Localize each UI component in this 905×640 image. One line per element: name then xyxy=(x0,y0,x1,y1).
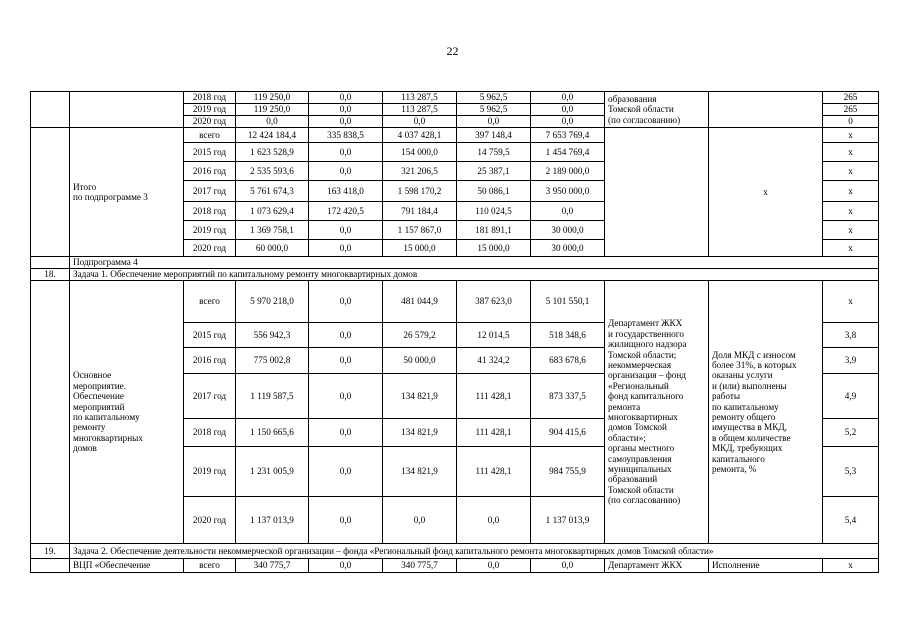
num-cell xyxy=(31,128,70,257)
indicator-value-cell: х xyxy=(823,221,879,240)
amount-cell: 0,0 xyxy=(309,281,383,323)
amount-cell: 26 579,2 xyxy=(383,323,457,348)
year-cell: 2020 год xyxy=(184,497,236,544)
year-cell: всего xyxy=(184,128,236,143)
year-cell: всего xyxy=(184,559,236,573)
indicator-value-cell: х xyxy=(823,128,879,143)
task-row xyxy=(31,544,879,559)
indicator-value-cell: 5,2 xyxy=(823,419,879,447)
table-row xyxy=(31,92,879,104)
indicator-name-cell xyxy=(709,92,823,128)
amount-cell: 791 184,4 xyxy=(383,202,457,221)
department-text: Департамент ЖКХ и государственного жилищного надзора Томской области; некоммерческая организация – фонд «Региональный фонд капитального ремонта многоквартирных домов Томской области»; органы местного самоуправления муниципальных образований Томской области (по согласованию) xyxy=(608,318,687,506)
amount-cell: 5 962,5 xyxy=(457,104,531,116)
year-cell: 2019 год xyxy=(184,104,236,116)
num-cell xyxy=(31,559,70,573)
task-number: 18. xyxy=(31,269,70,281)
amount-cell: 111 428,1 xyxy=(457,447,531,497)
amount-cell: 0,0 xyxy=(309,374,383,419)
amount-cell: 0,0 xyxy=(309,104,383,116)
amount-cell: 0,0 xyxy=(309,92,383,104)
indicator-value-cell: х xyxy=(823,162,879,181)
amount-cell: 1 137 013,9 xyxy=(236,497,309,544)
amount-cell: 110 024,5 xyxy=(457,202,531,221)
amount-cell: 5 101 550,1 xyxy=(531,281,605,323)
amount-cell: 119 250,0 xyxy=(236,104,309,116)
amount-cell: 0,0 xyxy=(309,447,383,497)
amount-cell: 163 418,0 xyxy=(309,181,383,202)
event-name-cell xyxy=(70,281,184,544)
year-cell: 2018 год xyxy=(184,419,236,447)
department-text: образования Томской области (по согласованию) xyxy=(608,93,681,125)
amount-cell: 30 000,0 xyxy=(531,221,605,240)
num-cell xyxy=(31,281,70,544)
indicator-value-cell: х xyxy=(823,202,879,221)
amount-cell: 1 454 769,4 xyxy=(531,143,605,162)
amount-cell: 0,0 xyxy=(309,348,383,374)
indicator-value-cell: х xyxy=(823,281,879,323)
indicator-value-cell: 3,9 xyxy=(823,348,879,374)
budget-table xyxy=(30,91,879,573)
amount-cell: 1 150 665,6 xyxy=(236,419,309,447)
amount-cell: 1 073 629,4 xyxy=(236,202,309,221)
amount-cell: 2 535 593,6 xyxy=(236,162,309,181)
amount-cell: 0,0 xyxy=(531,559,605,573)
amount-cell: 1 119 587,5 xyxy=(236,374,309,419)
amount-cell: 1 369 758,1 xyxy=(236,221,309,240)
indicator-name-cell xyxy=(709,281,823,544)
table-row xyxy=(31,128,879,143)
subprogram-row xyxy=(31,257,879,269)
amount-cell: 134 821,9 xyxy=(383,419,457,447)
amount-cell: 113 287,5 xyxy=(383,104,457,116)
indicator-text: Доля МКД с износом более 31%, в которых оказаны услуги и (или) выполнены работы по капитальному ремонту общего имущества в МКД, в общем количестве МКД, требующих капитального ремонта, % xyxy=(712,349,797,475)
amount-cell: 25 387,1 xyxy=(457,162,531,181)
amount-cell: 0,0 xyxy=(309,559,383,573)
amount-cell: 556 942,3 xyxy=(236,323,309,348)
amount-cell: 0,0 xyxy=(457,559,531,573)
amount-cell: 518 348,6 xyxy=(531,323,605,348)
indicator-text: х xyxy=(763,186,768,197)
amount-cell: 0,0 xyxy=(309,497,383,544)
amount-cell: 984 755,9 xyxy=(531,447,605,497)
amount-cell: 14 759,5 xyxy=(457,143,531,162)
amount-cell: 111 428,1 xyxy=(457,374,531,419)
amount-cell: 12 424 184,4 xyxy=(236,128,309,143)
amount-cell: 15 000,0 xyxy=(383,240,457,257)
num-cell xyxy=(31,92,70,128)
table-row xyxy=(31,559,879,573)
department-cell: Департамент ЖКХ xyxy=(605,559,709,573)
task-number: 19. xyxy=(31,544,70,559)
subprogram-title: Подпрограмма 4 xyxy=(70,257,879,269)
amount-cell: 172 420,5 xyxy=(309,202,383,221)
amount-cell: 30 000,0 xyxy=(531,240,605,257)
year-cell: 2017 год xyxy=(184,181,236,202)
department-cell xyxy=(605,92,709,128)
table-row xyxy=(31,281,879,323)
task-title: Задача 2. Обеспечение деятельности некоммерческой организации – фонда «Региональный фонд капитального ремонта многоквартирных домов Томской области» xyxy=(70,544,879,559)
year-cell: 2019 год xyxy=(184,221,236,240)
amount-cell: 154 000,0 xyxy=(383,143,457,162)
amount-cell: 0,0 xyxy=(309,162,383,181)
amount-cell: 0,0 xyxy=(309,419,383,447)
amount-cell: 111 428,1 xyxy=(457,419,531,447)
amount-cell: 873 337,5 xyxy=(531,374,605,419)
amount-cell: 134 821,9 xyxy=(383,374,457,419)
amount-cell: 1 598 170,2 xyxy=(383,181,457,202)
amount-cell: 181 891,1 xyxy=(457,221,531,240)
indicator-value-cell: х xyxy=(823,143,879,162)
amount-cell: 7 653 769,4 xyxy=(531,128,605,143)
year-cell: 2020 год xyxy=(184,116,236,128)
indicator-value-cell: х xyxy=(823,181,879,202)
amount-cell: 1 137 013,9 xyxy=(531,497,605,544)
amount-cell: 0,0 xyxy=(309,323,383,348)
amount-cell: 134 821,9 xyxy=(383,447,457,497)
amount-cell: 1 623 528,9 xyxy=(236,143,309,162)
indicator-name-cell xyxy=(709,128,823,257)
amount-cell: 0,0 xyxy=(383,116,457,128)
page-number: 22 xyxy=(446,44,459,58)
amount-cell: 50 000,0 xyxy=(383,348,457,374)
itogo-label: Итого по подпрограмме 3 xyxy=(73,181,148,202)
amount-cell: 0,0 xyxy=(457,497,531,544)
year-cell: 2018 год xyxy=(184,202,236,221)
year-cell: 2019 год xyxy=(184,447,236,497)
amount-cell: 904 415,6 xyxy=(531,419,605,447)
amount-cell: 397 148,4 xyxy=(457,128,531,143)
task-title: Задача 1. Обеспечение мероприятий по капитальному ремонту многоквартирных домов xyxy=(70,269,879,281)
amount-cell: 113 287,5 xyxy=(383,92,457,104)
indicator-value-cell: х xyxy=(823,559,879,573)
amount-cell: 0,0 xyxy=(309,240,383,257)
indicator-value-cell: 0 xyxy=(823,116,879,128)
year-cell: 2015 год xyxy=(184,323,236,348)
program-name-cell: ВЦП «Обеспечение xyxy=(70,559,184,573)
amount-cell: 60 000,0 xyxy=(236,240,309,257)
department-cell xyxy=(605,128,709,257)
itogo-label-cell xyxy=(70,128,184,257)
amount-cell: 321 206,5 xyxy=(383,162,457,181)
amount-cell: 1 157 867,0 xyxy=(383,221,457,240)
amount-cell: 1 231 005,9 xyxy=(236,447,309,497)
amount-cell: 12 014,5 xyxy=(457,323,531,348)
amount-cell: 50 086,1 xyxy=(457,181,531,202)
amount-cell: 0,0 xyxy=(383,497,457,544)
year-cell: 2017 год xyxy=(184,374,236,419)
amount-cell: 340 775,7 xyxy=(236,559,309,573)
year-cell: 2015 год xyxy=(184,143,236,162)
amount-cell: 340 775,7 xyxy=(383,559,457,573)
amount-cell: 5 970 218,0 xyxy=(236,281,309,323)
year-cell: 2020 год xyxy=(184,240,236,257)
amount-cell: 41 324,2 xyxy=(457,348,531,374)
amount-cell: 0,0 xyxy=(309,143,383,162)
indicator-value-cell: 265 xyxy=(823,104,879,116)
amount-cell: 0,0 xyxy=(309,116,383,128)
name-cell xyxy=(70,92,184,128)
amount-cell: 481 044,9 xyxy=(383,281,457,323)
amount-cell: 0,0 xyxy=(531,202,605,221)
amount-cell: 0,0 xyxy=(236,116,309,128)
num-cell xyxy=(31,257,70,269)
indicator-name-cell: Исполнение xyxy=(709,559,823,573)
amount-cell: 683 678,6 xyxy=(531,348,605,374)
amount-cell: 2 189 000,0 xyxy=(531,162,605,181)
indicator-value-cell: 265 xyxy=(823,92,879,104)
amount-cell: 0,0 xyxy=(531,92,605,104)
department-cell xyxy=(605,281,709,544)
indicator-value-cell: 4,9 xyxy=(823,374,879,419)
amount-cell: 335 838,5 xyxy=(309,128,383,143)
indicator-value-cell: 3,8 xyxy=(823,323,879,348)
amount-cell: 119 250,0 xyxy=(236,92,309,104)
amount-cell: 775 002,8 xyxy=(236,348,309,374)
indicator-value-cell: х xyxy=(823,240,879,257)
amount-cell: 0,0 xyxy=(531,116,605,128)
year-cell: 2016 год xyxy=(184,162,236,181)
task-row xyxy=(31,269,879,281)
event-name: Основное мероприятие. Обеспечение мероприятий по капитальному ремонту многоквартирных домов xyxy=(73,370,143,454)
amount-cell: 5 761 674,3 xyxy=(236,181,309,202)
amount-cell: 3 950 000,0 xyxy=(531,181,605,202)
amount-cell: 0,0 xyxy=(309,221,383,240)
amount-cell: 5 962,5 xyxy=(457,92,531,104)
amount-cell: 0,0 xyxy=(531,104,605,116)
year-cell: всего xyxy=(184,281,236,323)
amount-cell: 0,0 xyxy=(457,116,531,128)
indicator-value-cell: 5,4 xyxy=(823,497,879,544)
year-cell: 2018 год xyxy=(184,92,236,104)
amount-cell: 387 623,0 xyxy=(457,281,531,323)
year-cell: 2016 год xyxy=(184,348,236,374)
indicator-value-cell: 5,3 xyxy=(823,447,879,497)
amount-cell: 15 000,0 xyxy=(457,240,531,257)
amount-cell: 4 037 428,1 xyxy=(383,128,457,143)
